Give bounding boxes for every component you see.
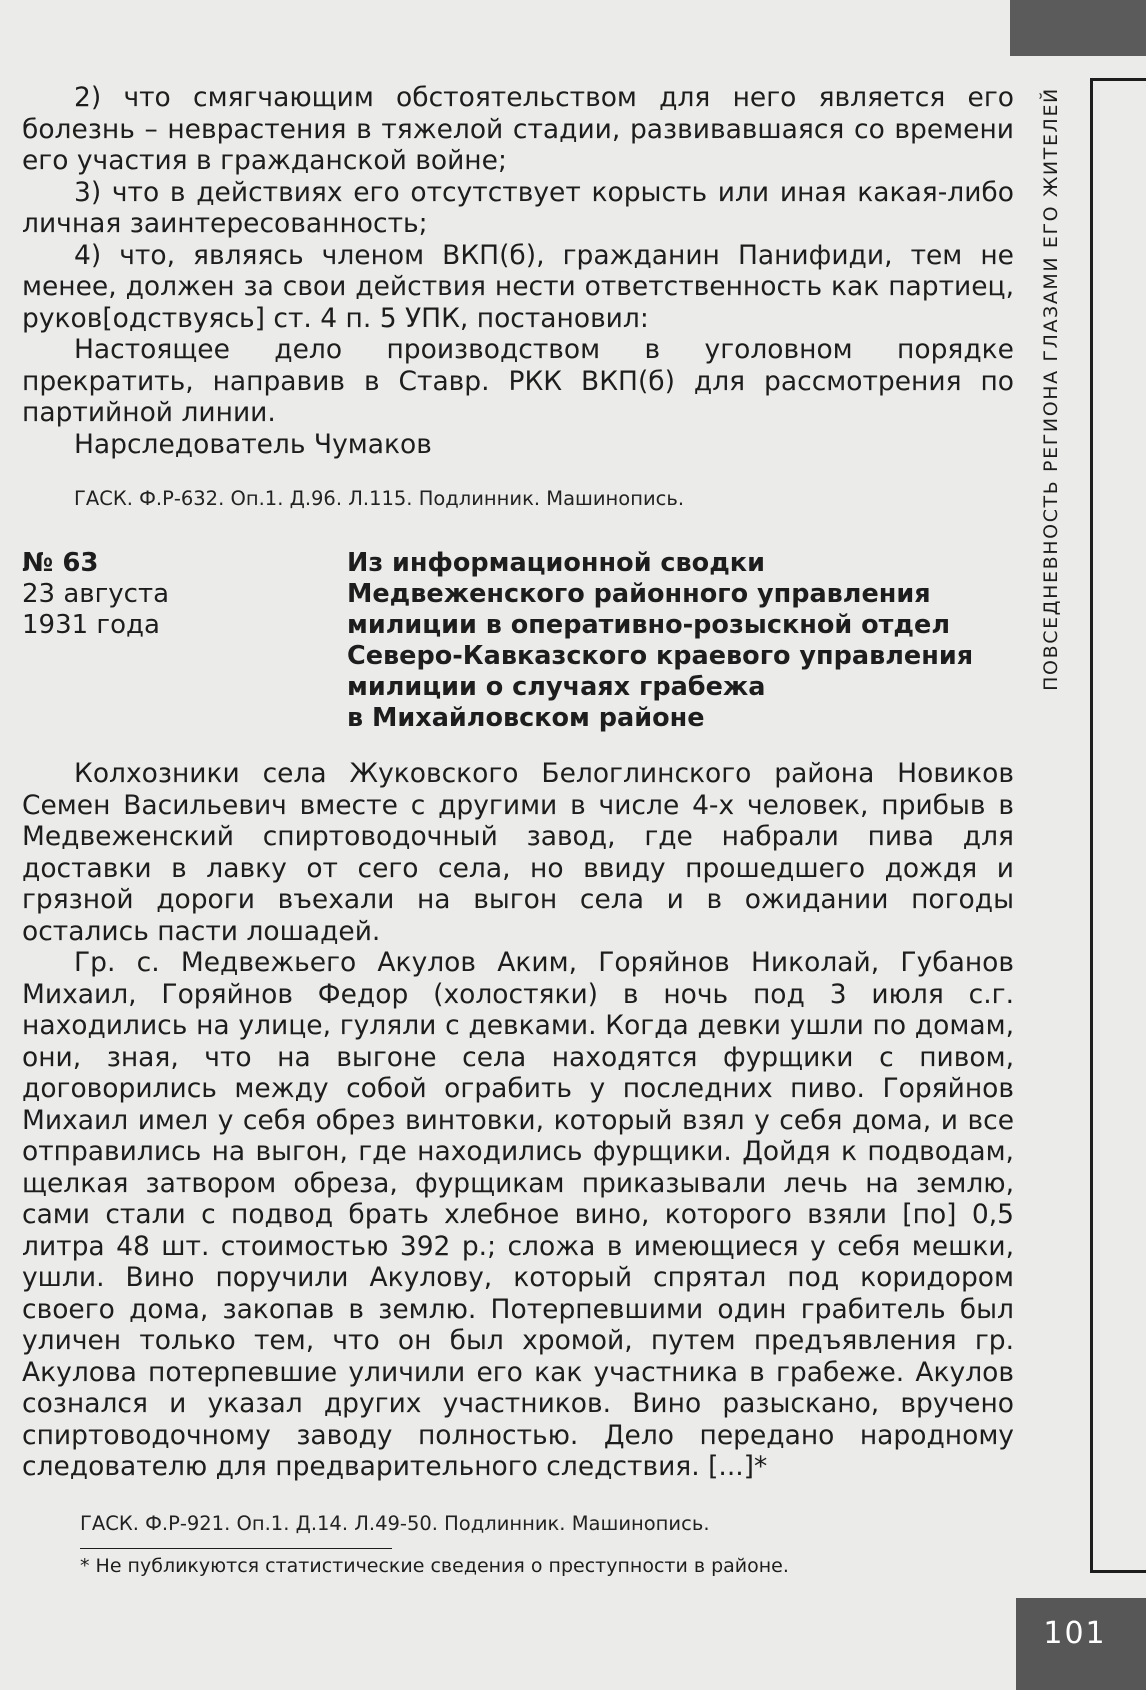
title-line: Северо-Кавказского краевого управления [347, 641, 974, 671]
running-header [1033, 78, 1069, 700]
corner-decoration [1010, 0, 1146, 56]
paragraph: Колхозники села Жуковского Белоглинского района Новиков Семен Васильевич вместе с другими в числе 4-х человек, прибыв в Медвеженский спиртоводочный завод, где набрали пива для доставки в лавку от сего села, но ввиду прошедшего дождя и грязной дороги въехали на выгон села и в ожидании погоды остались пасти лошадей. [22, 758, 1014, 947]
document-meta [22, 548, 169, 641]
document-title [347, 548, 973, 734]
title-line: милиции о случаях грабежа [347, 672, 766, 702]
paragraph: Настоящее дело производством в уголовном порядке прекратить, направив в Ставр. РКК ВКП(б) для рассмотрения по партийной линии. [22, 334, 1014, 428]
paragraph: Гр. с. Медвежьего Акулов Аким, Горяйнов Николай, Губанов Михаил, Горяйнов Федор (холостяки) в ночь под 3 июля с.г. находились на улице, гуляли с девками. Когда девки ушли по домам, они, зная, что на выгоне села находятся фурщики с пивом, договорились между собой ограбить у последних пиво. Горяйнов Михаил имел у себя обрез винтовки, который взял у себя дома, и все отправились на выгон, где находились фурщики. Дойдя к подводам, щелкая затвором обреза, фурщикам приказывали лечь на землю, сами стали с подвод брать хлебное вино, которого взяли [по] 0,5 литра 48 шт. стоимостью 392 р.; сложа в имеющиеся у себя мешки, ушли. Вино поручили Акулову, который спрятал под коридором своего дома, закопав в землю. Потерпевшими один грабитель был уличен только тем, что он был хромой, путем предъявления гр. Акулова потерпевшие уличили его как участника в грабеже. Акулов сознался и указал других участников. Вино разыскано, вручено спиртоводочному заводу полностью. Дело передано народному следователю для предварительного следствия. [...]* [22, 947, 1014, 1482]
title-line: в Михайловском районе [347, 703, 705, 733]
document-body [22, 758, 1014, 1537]
archive-source: ГАСК. Ф.Р-632. Оп.1. Д.96. Л.115. Подлинник. Машинопись. [74, 487, 685, 510]
footnote-divider [80, 1548, 392, 1549]
footnote: * Не публикуются статистические сведения о преступности в районе. [80, 1555, 789, 1577]
page-number: 101 [1043, 1616, 1107, 1651]
paragraph: 2) что смягчающим обстоятельством для него является его болезнь – неврастения в тяжелой стадии, развивавшаяся со времени его участия в гражданской войне; [22, 82, 1014, 176]
title-line: Медвеженского районного управления [347, 579, 931, 609]
signature-line: Нарследователь Чумаков [74, 428, 432, 460]
title-line: милиции в оперативно-розыскной отдел [347, 610, 950, 640]
document-year: 1931 года [22, 610, 160, 640]
paragraph: 3) что в действиях его отсутствует корысть или иная какая-либо личная заинтересованность; [22, 176, 1014, 239]
top-section [22, 82, 1014, 512]
document-date: 23 августа [22, 579, 170, 609]
document-number: № 63 [22, 548, 99, 578]
running-header-text: ПОВСЕДНЕВНОСТЬ РЕГИОНА ГЛАЗАМИ ЕГО ЖИТЕЛЕЙ [1040, 87, 1062, 691]
side-frame [1090, 78, 1146, 1573]
paragraph: 4) что, являясь членом ВКП(б), гражданин Панифиди, тем не менее, должен за свои действия нести ответственность как партиец, руков[одствуясь] ст. 4 п. 5 УПК, постановил: [22, 239, 1014, 334]
page-number-box [1016, 1598, 1146, 1690]
title-line: Из информационной сводки [347, 548, 765, 578]
archive-source: ГАСК. Ф.Р-921. Оп.1. Д.14. Л.49-50. Подлинник. Машинопись. [80, 1511, 710, 1535]
document-header [22, 548, 1014, 733]
